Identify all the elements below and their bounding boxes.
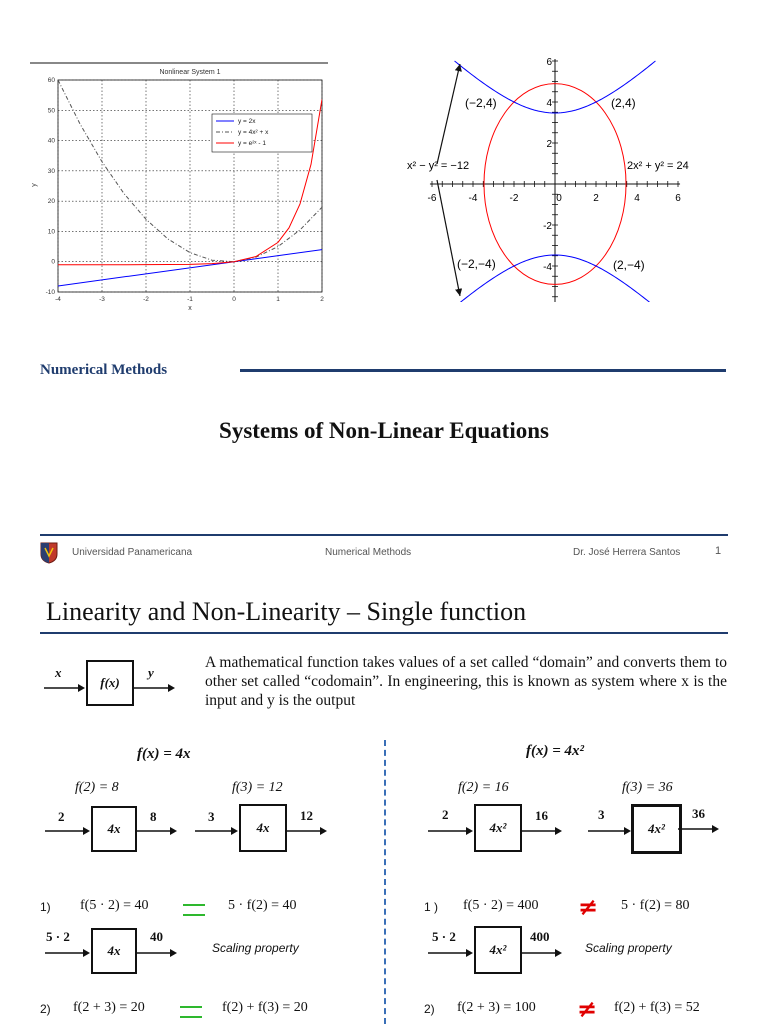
right-scaling-property-label: Scaling property bbox=[585, 941, 672, 955]
slide2-top-rule bbox=[40, 534, 728, 536]
left-item1-number: 1) bbox=[40, 900, 51, 914]
right-ex2-input: 3 bbox=[598, 807, 605, 822]
conic-intersection-chart bbox=[405, 52, 725, 302]
right-ex2-box bbox=[631, 804, 682, 854]
left-scaling-output: 40 bbox=[150, 929, 163, 944]
left-function-heading: f(x) = 4x bbox=[137, 746, 191, 762]
x-tick-label: -4 bbox=[55, 296, 61, 303]
left-ex1-input: 2 bbox=[58, 809, 65, 824]
x-tick-label: 6 bbox=[675, 193, 681, 204]
point-label-neg2-neg4: (−2,−4) bbox=[457, 257, 496, 271]
ellipse-equation: 2x² + y² = 24 bbox=[627, 160, 689, 172]
footer-course: Numerical Methods bbox=[325, 547, 412, 558]
left-ex1-output: 8 bbox=[150, 809, 157, 824]
slide2-title: Linearity and Non-Linearity – Single function bbox=[46, 597, 527, 626]
point-label-neg2-4: (−2,4) bbox=[465, 96, 497, 110]
legend-entry: y = 4x² + x bbox=[238, 129, 269, 136]
right-scaling-box bbox=[474, 926, 522, 974]
right-ex1-input: 2 bbox=[442, 807, 449, 822]
chart-legend bbox=[212, 114, 312, 152]
intro-function-label: f(x) bbox=[100, 675, 120, 690]
left-ex2-box bbox=[239, 804, 287, 852]
x-tick-label: -6 bbox=[427, 193, 437, 204]
slide1-title: Systems of Non-Linear Equations bbox=[219, 418, 549, 443]
function-description: A mathematical function takes values of a set called “domain” and converts them to other set called “codomain”. In engineering, this is known as system where x is the input and y is the output bbox=[205, 654, 727, 709]
right-item1-lhs: f(5 · 2) = 400 bbox=[463, 898, 539, 913]
right-ex1-box bbox=[474, 804, 522, 852]
y-tick-label: -10 bbox=[45, 289, 55, 296]
not-equal-sign-icon: ≠ bbox=[577, 995, 598, 1023]
right-ex1-box-label: 4x² bbox=[489, 820, 507, 835]
left-scaling-input: 5 · 2 bbox=[46, 929, 70, 944]
left-item2-lhs: f(2 + 3) = 20 bbox=[73, 1000, 145, 1015]
slide2-title-rule bbox=[40, 632, 728, 634]
intro-output-label: y bbox=[148, 665, 154, 680]
x-tick-label: 4 bbox=[634, 193, 640, 204]
y-tick-label: 60 bbox=[47, 77, 55, 84]
right-scaling-box-label: 4x² bbox=[489, 942, 507, 957]
left-ex2-box-label: 4x bbox=[256, 820, 270, 835]
left-item1-rhs: 5 · f(2) = 40 bbox=[228, 898, 297, 913]
chart-title: Nonlinear System 1 bbox=[159, 69, 221, 76]
y-tick-label: -4 bbox=[543, 262, 552, 273]
equal-sign-icon bbox=[183, 904, 205, 916]
pointer-arrow-up bbox=[437, 64, 460, 164]
footer-university: Universidad Panamericana bbox=[72, 547, 193, 558]
right-ex1-in-arrow-icon bbox=[428, 824, 474, 838]
right-item1-number: 1 ) bbox=[424, 900, 439, 914]
x-tick-label: 1 bbox=[276, 296, 280, 303]
x-tick-label: 2 bbox=[593, 193, 599, 204]
right-item2-number: 2) bbox=[424, 1002, 435, 1016]
left-ex2-input: 3 bbox=[208, 809, 215, 824]
legend-entry: y = 2x bbox=[238, 118, 256, 125]
legend-entry: y = e²ˣ - 1 bbox=[238, 140, 266, 147]
left-scaling-box bbox=[91, 928, 137, 974]
footer-author: Dr. José Herrera Santos bbox=[573, 547, 681, 558]
y-tick-label: 4 bbox=[546, 98, 552, 109]
left-scaling-property-label: Scaling property bbox=[212, 941, 299, 955]
left-scaling-box-label: 4x bbox=[107, 943, 121, 958]
x-tick-label: -2 bbox=[509, 193, 519, 204]
left-ex2-in-arrow-icon bbox=[195, 824, 239, 838]
left-ex1-out-arrow-icon bbox=[136, 824, 178, 838]
y-tick-label: 6 bbox=[546, 57, 552, 68]
right-ex2-in-arrow-icon bbox=[588, 824, 632, 838]
left-item1-lhs: f(5 · 2) = 40 bbox=[80, 898, 149, 913]
x-tick-label: -2 bbox=[143, 296, 149, 303]
y-tick-label: 10 bbox=[47, 228, 55, 236]
right-item1-rhs: 5 · f(2) = 80 bbox=[621, 898, 690, 913]
intro-input-arrow-icon bbox=[44, 681, 86, 695]
course-header: Numerical Methods bbox=[40, 362, 168, 378]
not-equal-sign-icon: ≠ bbox=[578, 893, 599, 921]
right-scaling-in-arrow-icon bbox=[428, 946, 474, 960]
left-ex1-box-label: 4x bbox=[107, 821, 121, 836]
right-item2-rhs: f(2) + f(3) = 52 bbox=[614, 1000, 700, 1015]
intro-function-box bbox=[86, 660, 134, 706]
point-label-2-4: (2,4) bbox=[611, 96, 636, 110]
y-axis-label: y bbox=[31, 183, 38, 187]
x-axis-label: x bbox=[188, 305, 192, 312]
nonlinear-system-chart bbox=[30, 60, 330, 315]
right-ex1-value: f(2) = 16 bbox=[458, 780, 509, 795]
y-tick-label: 40 bbox=[47, 137, 55, 145]
x-tick-label: -1 bbox=[187, 296, 193, 303]
page-number: 1 bbox=[715, 545, 722, 557]
left-ex2-value: f(3) = 12 bbox=[232, 780, 283, 795]
right-function-heading: f(x) = 4x² bbox=[526, 743, 585, 759]
left-item2-rhs: f(2) + f(3) = 20 bbox=[222, 1000, 308, 1015]
y-tick-label: 0 bbox=[51, 258, 55, 266]
intro-input-label: x bbox=[55, 665, 62, 680]
column-divider bbox=[384, 740, 386, 1024]
x-tick-label: 0 bbox=[556, 193, 562, 204]
right-scaling-output: 400 bbox=[530, 929, 550, 944]
left-ex1-value: f(2) = 8 bbox=[75, 780, 119, 795]
x-tick-label: -4 bbox=[468, 193, 478, 204]
university-logo-icon bbox=[40, 542, 58, 564]
y-tick-label: -2 bbox=[543, 221, 552, 232]
left-scaling-in-arrow-icon bbox=[45, 946, 91, 960]
right-ex2-value: f(3) = 36 bbox=[622, 780, 673, 795]
y-tick-label: 50 bbox=[47, 107, 55, 115]
point-label-2-neg4: (2,−4) bbox=[613, 258, 645, 272]
right-ex2-box-label: 4x² bbox=[648, 821, 665, 836]
right-item2-lhs: f(2 + 3) = 100 bbox=[457, 1000, 536, 1015]
equal-sign-icon bbox=[180, 1006, 202, 1018]
pointer-arrow-down bbox=[437, 180, 460, 296]
right-ex2-out-arrow-icon bbox=[678, 822, 720, 836]
x-tick-label: 0 bbox=[232, 296, 236, 303]
hyperbola-equation: x² − y² = −12 bbox=[407, 160, 470, 172]
right-ex2-output: 36 bbox=[692, 806, 705, 821]
y-tick-label: 20 bbox=[47, 198, 55, 206]
course-header-rule bbox=[240, 369, 726, 372]
right-ex1-out-arrow-icon bbox=[521, 824, 563, 838]
right-ex1-output: 16 bbox=[535, 808, 548, 823]
intro-output-arrow-icon bbox=[134, 681, 176, 695]
x-tick-label: -3 bbox=[99, 296, 105, 303]
left-ex1-in-arrow-icon bbox=[45, 824, 91, 838]
y-tick-label: 30 bbox=[47, 167, 55, 175]
left-ex1-box bbox=[91, 806, 137, 852]
y-tick-label: 2 bbox=[546, 139, 552, 150]
left-ex2-output: 12 bbox=[300, 808, 313, 823]
left-item2-number: 2) bbox=[40, 1002, 51, 1016]
left-ex2-out-arrow-icon bbox=[286, 824, 328, 838]
right-scaling-input: 5 · 2 bbox=[432, 929, 456, 944]
x-tick-label: 2 bbox=[320, 296, 324, 303]
right-scaling-out-arrow-icon bbox=[521, 946, 563, 960]
left-scaling-out-arrow-icon bbox=[136, 946, 178, 960]
